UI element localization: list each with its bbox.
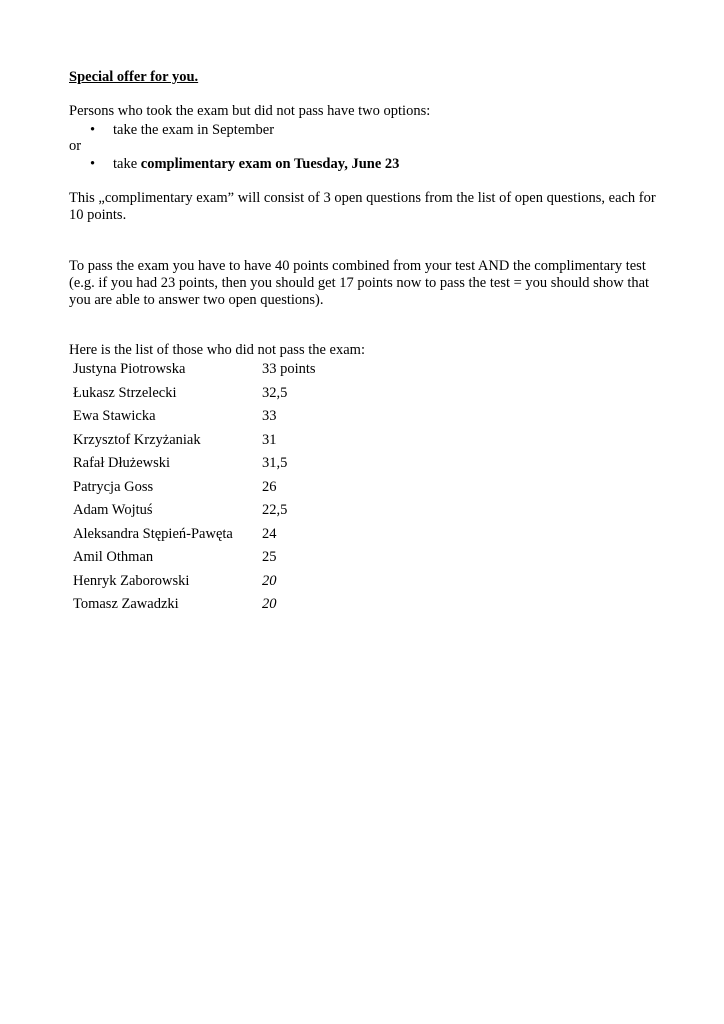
student-name: Aleksandra Stępień-Pawęta [73, 525, 233, 542]
student-points: 24 [262, 525, 277, 542]
student-name: Rafał Dłużewski [73, 455, 171, 471]
intro-text: Persons who took the exam but did not pass have two options: [69, 103, 431, 119]
student-name: Krzysztof Krzyżaniak [73, 431, 201, 448]
student-points: 26 [262, 478, 277, 495]
student-name: Ewa Stawicka [73, 408, 156, 424]
student-name: Łukasz Strzelecki [73, 384, 177, 401]
bullet-icon: • [90, 156, 96, 172]
student-points: 32,5 [262, 384, 288, 401]
option-text: take the exam in September [113, 122, 275, 138]
student-name: Amil Othman [73, 549, 154, 565]
complimentary-exam-paragraph: This „complimentary exam” will consist of 3 open questions from the list of open questions, each for 10 points. [69, 190, 656, 223]
list-intro: Here is the list of those who did not pass the exam: [69, 342, 365, 358]
student-name: Henryk Zaborowski [73, 572, 190, 589]
student-points: 22,5 [262, 502, 288, 518]
student-points: 20 [262, 596, 277, 612]
student-points: 33 [262, 408, 277, 424]
option-prefix: take [113, 156, 141, 172]
student-name: Patrycja Goss [73, 478, 154, 495]
student-points: 25 [262, 549, 277, 565]
student-name: Justyna Piotrowska [73, 361, 186, 377]
student-points: 33 points [262, 361, 316, 377]
page-title: Special offer for you. [69, 69, 199, 85]
pass-requirement-paragraph: To pass the exam you have to have 40 points combined from your test AND the complimentary test (e.g. if you had 23 points, then you should get 17 points now to pass the test = you should show that you are able to answer two open questions). [69, 258, 650, 308]
student-points: 20 [262, 572, 277, 589]
or-text: or [69, 138, 82, 154]
option-bold: complimentary exam on Tuesday, June 23 [140, 156, 400, 172]
student-points: 31 [262, 431, 277, 448]
student-points: 31,5 [262, 455, 288, 471]
student-name: Tomasz Zawadzki [73, 596, 179, 612]
student-name: Adam Wojtuś [73, 502, 153, 518]
option-text [113, 156, 399, 173]
bullet-icon: • [90, 122, 96, 138]
